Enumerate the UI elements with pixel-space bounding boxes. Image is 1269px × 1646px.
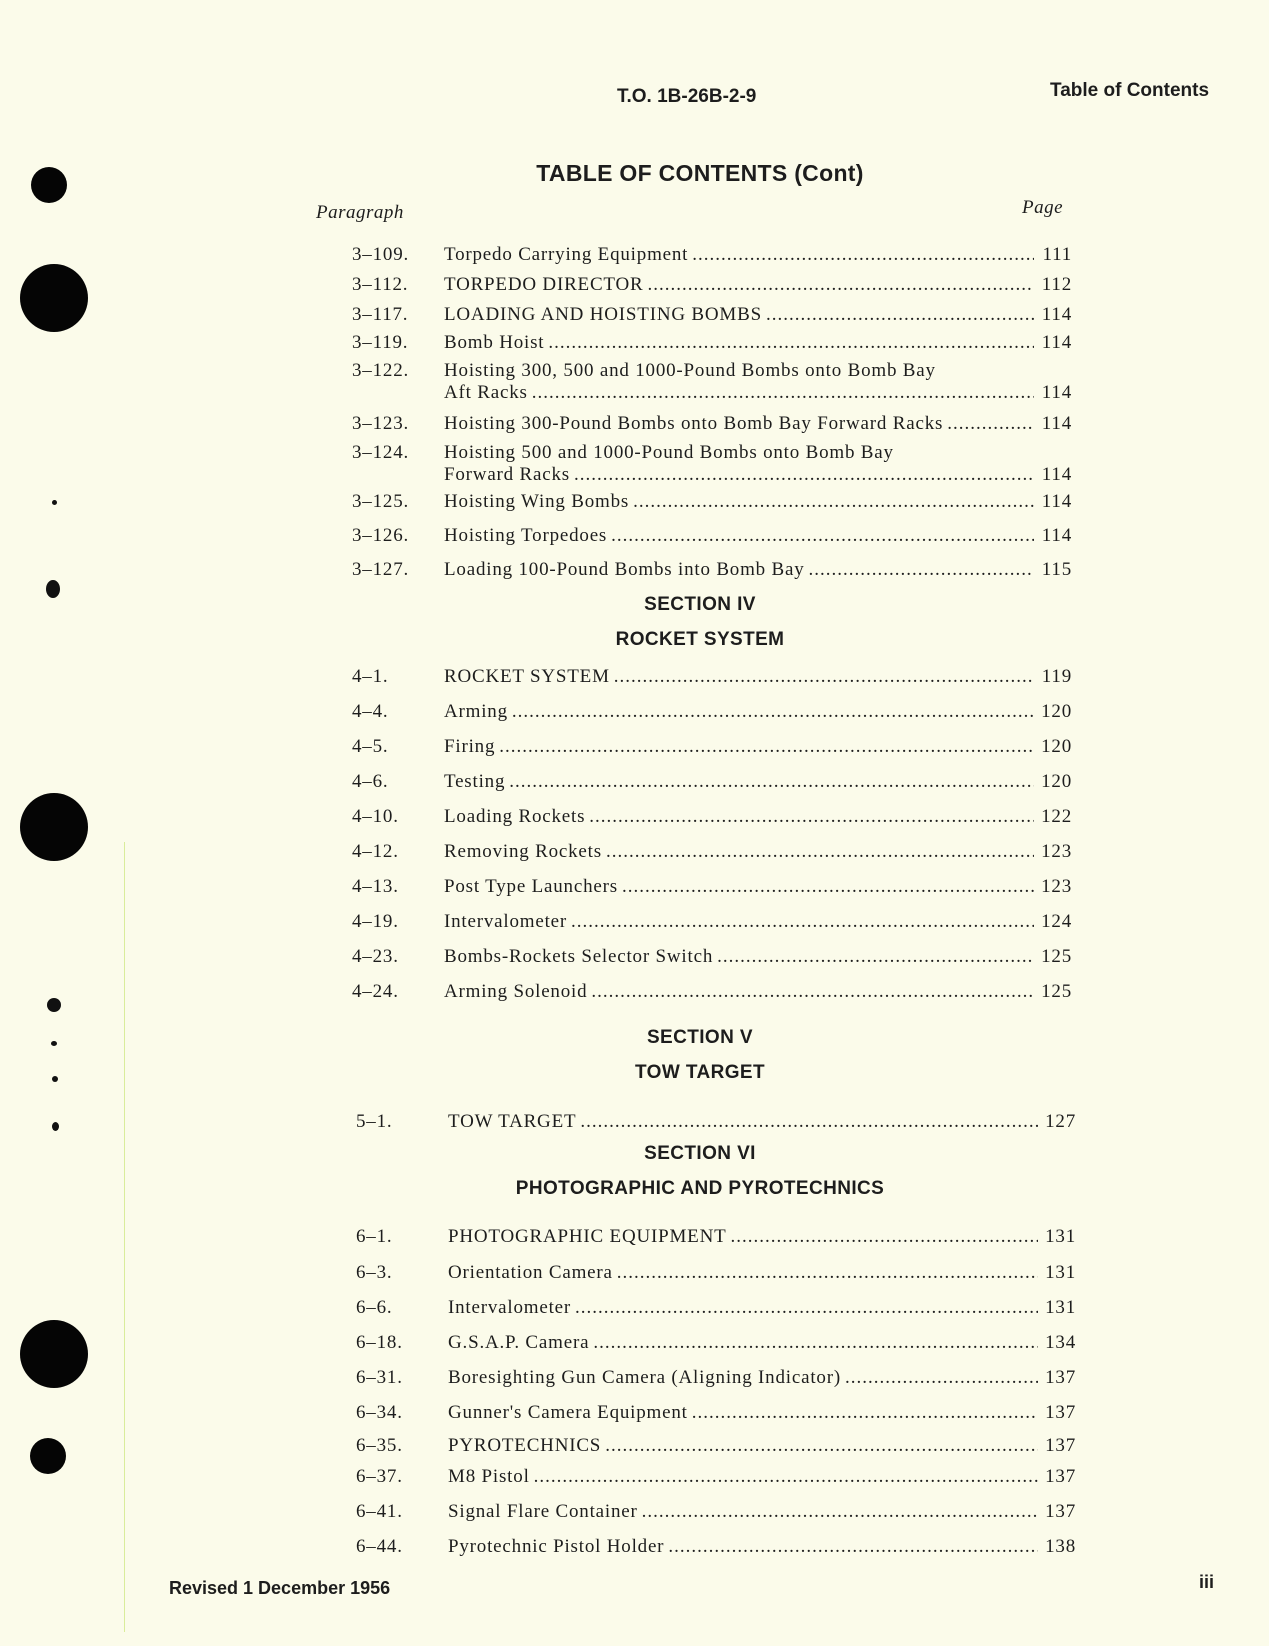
dot-leader [647,274,1034,296]
page-number: 120 [1041,771,1072,792]
page-number: 120 [1041,701,1072,722]
paragraph-number: 3–122. [352,360,410,381]
paper-speck [52,500,57,505]
running-head: Table of Contents [1050,80,1210,101]
paragraph-number: 3–127. [352,559,410,580]
page-number: 124 [1041,911,1072,932]
dot-leader [589,806,1034,828]
page-number: 114 [1041,491,1072,512]
paragraph-number: 5–1. [356,1111,393,1132]
entry-title: Torpedo Carrying Equipment [444,244,689,265]
entry-title: Signal Flare Container [448,1501,638,1522]
section-subtitle: PHOTOGRAPHIC AND PYROTECHNICS [515,1178,885,1199]
entry-title-continuation: Aft Racks [444,382,528,403]
entry-title: Hoisting Torpedoes [444,525,608,546]
entry-title: G.S.A.P. Camera [448,1332,590,1353]
page-number: 114 [1041,332,1072,353]
dot-leader [717,946,1034,968]
binder-hole [30,1438,66,1474]
paragraph-number: 4–19. [352,911,399,932]
entry-title: Pyrotechnic Pistol Holder [448,1536,665,1557]
dot-leader [548,332,1034,354]
dot-leader [617,1262,1038,1284]
binder-hole [31,167,67,203]
entry-title: Loading 100-Pound Bombs into Bomb Bay [444,559,805,580]
dot-leader [509,771,1034,793]
paragraph-number: 4–12. [352,841,399,862]
dot-leader [614,666,1034,688]
entry-title: Arming [444,701,508,722]
paper-speck [52,1076,58,1082]
paragraph-number: 6–34. [356,1402,403,1423]
paragraph-number: 6–1. [356,1226,393,1247]
page-title: TABLE OF CONTENTS (Cont) [536,160,864,186]
page-number: 123 [1041,841,1072,862]
paragraph-number: 3–126. [352,525,410,546]
page-column-heading: Page [1022,197,1064,218]
paper-speck [47,998,61,1012]
paragraph-number: 6–3. [356,1262,393,1283]
dot-leader [605,1435,1038,1457]
entry-title: PYROTECHNICS [448,1435,602,1456]
binder-hole [20,1320,88,1388]
folio-page-number: iii [1199,1572,1215,1592]
entry-title: Gunner's Camera Equipment [448,1402,688,1423]
dot-leader [668,1536,1038,1558]
paper-speck [52,1122,59,1131]
dot-leader [499,736,1034,758]
page-number: 127 [1045,1111,1076,1132]
page-number: 131 [1045,1297,1076,1318]
paragraph-number: 4–4. [352,701,389,722]
page-number: 137 [1045,1466,1076,1487]
entry-title: Intervalometer [448,1297,572,1318]
dot-leader [947,413,1034,435]
paragraph-number: 6–35. [356,1435,403,1456]
entry-title: Testing [444,771,506,792]
dot-leader [766,304,1034,326]
paragraph-number: 3–109. [352,244,410,265]
paragraph-column-heading: Paragraph [316,202,404,223]
dot-leader [591,981,1034,1003]
page-number: 125 [1041,981,1072,1002]
paragraph-number: 4–5. [352,736,389,757]
paragraph-number: 3–112. [352,274,409,295]
page-number: 111 [1042,244,1072,265]
page-number: 114 [1041,304,1072,325]
dot-leader [593,1332,1038,1354]
dot-leader [845,1367,1038,1389]
paragraph-number: 3–125. [352,491,410,512]
page-number: 122 [1041,806,1072,827]
entry-title: Hoisting 300, 500 and 1000-Pound Bombs onto Bomb Bay [444,360,936,381]
page-number: 114 [1041,382,1072,403]
page-number: 114 [1041,413,1072,434]
paragraph-number: 6–18. [356,1332,403,1353]
document-number: T.O. 1B-26B-2-9 [617,86,757,107]
paragraph-number: 3–117. [352,304,409,325]
paragraph-number: 6–41. [356,1501,403,1522]
dot-leader [692,244,1034,266]
page-number: 137 [1045,1367,1076,1388]
page-number: 125 [1041,946,1072,967]
paragraph-number: 4–1. [352,666,389,687]
page-number: 137 [1045,1501,1076,1522]
entry-title: Hoisting 300-Pound Bombs onto Bomb Bay Forward Racks [444,413,944,434]
revision-date: Revised 1 December 1956 [169,1578,391,1598]
entry-title: Boresighting Gun Camera (Aligning Indicator) [448,1367,841,1388]
section-subtitle: ROCKET SYSTEM [615,629,785,650]
entry-title: Firing [444,736,496,757]
paper-speck [51,1041,57,1046]
page-number: 123 [1041,876,1072,897]
paper-speck [46,580,60,598]
entry-title: Hoisting Wing Bombs [444,491,630,512]
page-number: 137 [1045,1402,1076,1423]
entry-title: Bomb Hoist [444,332,545,353]
section-heading: SECTION V [646,1027,753,1048]
entry-title: Intervalometer [444,911,568,932]
paragraph-number: 4–24. [352,981,399,1002]
dot-leader [622,876,1034,898]
dot-leader [606,841,1034,863]
margin-rule [124,842,125,1632]
entry-title: M8 Pistol [448,1466,530,1487]
page-number: 114 [1041,464,1072,485]
page-number: 131 [1045,1226,1076,1247]
entry-title: LOADING AND HOISTING BOMBS [444,304,762,325]
entry-title: Arming Solenoid [444,981,588,1002]
paragraph-number: 6–31. [356,1367,403,1388]
page-number: 112 [1041,274,1072,295]
page-number: 131 [1045,1262,1076,1283]
paragraph-number: 4–23. [352,946,399,967]
section-heading: SECTION VI [644,1143,756,1164]
entry-title: Bombs-Rockets Selector Switch [444,946,714,967]
page-number: 120 [1041,736,1072,757]
dot-leader [571,911,1034,933]
dot-leader [731,1226,1038,1248]
entry-title: Hoisting 500 and 1000-Pound Bombs onto Bomb Bay [444,442,894,463]
entry-title: Removing Rockets [444,841,602,862]
page-number: 137 [1045,1435,1076,1456]
page-number: 134 [1045,1332,1076,1353]
paragraph-number: 4–10. [352,806,399,827]
entry-title: Post Type Launchers [444,876,618,897]
paragraph-number: 3–124. [352,442,410,463]
dot-leader [534,1466,1038,1488]
dot-leader [633,491,1034,513]
section-subtitle: TOW TARGET [635,1062,765,1083]
dot-leader [580,1111,1038,1133]
page-number: 114 [1041,525,1072,546]
page-number: 115 [1041,559,1072,580]
entry-title: TOW TARGET [448,1111,577,1132]
entry-title: Orientation Camera [448,1262,613,1283]
dot-leader [574,464,1034,486]
entry-title: Loading Rockets [444,806,586,827]
paragraph-number: 6–44. [356,1536,403,1557]
dot-leader [611,525,1034,547]
binder-hole [20,264,88,332]
dot-leader [642,1501,1038,1523]
dot-leader [809,559,1034,581]
paragraph-number: 3–123. [352,413,410,434]
binder-hole [20,793,88,861]
dot-leader [532,382,1034,404]
dot-leader [512,701,1034,723]
page-number: 138 [1045,1536,1076,1557]
dot-leader [575,1297,1038,1319]
section-heading: SECTION IV [644,594,756,615]
paragraph-number: 4–6. [352,771,389,792]
entry-title: PHOTOGRAPHIC EQUIPMENT [448,1226,727,1247]
paragraph-number: 4–13. [352,876,399,897]
entry-title: TORPEDO DIRECTOR [444,274,644,295]
paragraph-number: 6–37. [356,1466,403,1487]
entry-title: ROCKET SYSTEM [444,666,610,687]
page-number: 119 [1041,666,1072,687]
paragraph-number: 3–119. [352,332,409,353]
dot-leader [692,1402,1038,1424]
paragraph-number: 6–6. [356,1297,393,1318]
entry-title-continuation: Forward Racks [444,464,570,485]
